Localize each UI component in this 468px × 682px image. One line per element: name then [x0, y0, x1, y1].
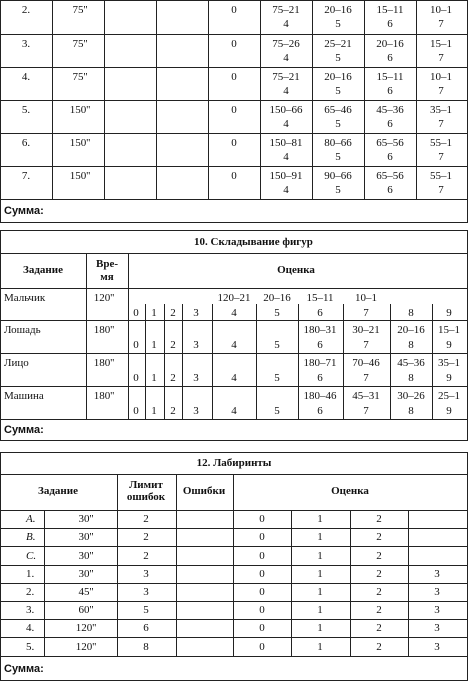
error-limit: 8 [143, 640, 149, 653]
score-points: 0 [259, 513, 265, 526]
score-range: 10–1 [430, 71, 452, 83]
score-points: 1 [317, 640, 323, 653]
table-rule [212, 304, 213, 419]
score-range: 65–56 [376, 170, 404, 182]
table-rule [145, 304, 146, 419]
header-task: Задание [38, 485, 78, 497]
error-limit: 5 [143, 604, 149, 617]
header-limit: Лимит [129, 479, 163, 491]
score-points: 5 [274, 339, 280, 351]
score-points: 6 [387, 52, 393, 64]
error-limit: 3 [143, 567, 149, 580]
score-points: 6 [317, 339, 323, 351]
score-points: 4 [283, 184, 289, 196]
score-range: 20–16 [397, 324, 425, 336]
time-limit: 180'' [93, 357, 115, 369]
score-range: 10–1 [355, 292, 377, 304]
score-points: 9 [446, 405, 452, 417]
score-range: 20–16 [324, 4, 352, 16]
table-rule [0, 230, 1, 441]
score-zero: 0 [231, 71, 237, 83]
score-points: 2 [376, 622, 382, 635]
row-number: 4. [21, 71, 31, 83]
time-limit: 60'' [78, 604, 94, 617]
score-points: 1 [317, 604, 323, 617]
score-points: 3 [434, 640, 440, 653]
score-points: 4 [283, 85, 289, 97]
score-points: 4 [231, 307, 237, 319]
score-range: 70–46 [352, 357, 380, 369]
table-rule [156, 0, 157, 199]
header-task: Задание [23, 264, 63, 276]
score-range: 10–1 [430, 4, 452, 16]
score-points: 3 [193, 339, 199, 351]
time-limit: 45'' [78, 585, 94, 598]
score-zero: 0 [231, 137, 237, 149]
time-limit: 150'' [69, 170, 91, 182]
score-points: 0 [259, 567, 265, 580]
table-rule [182, 304, 183, 419]
time-limit: 180'' [93, 324, 115, 336]
table-rule [0, 680, 467, 681]
score-points: 0 [133, 372, 139, 384]
score-points: 5 [335, 151, 341, 163]
table-rule [0, 34, 467, 35]
score-range: 35–1 [438, 357, 460, 369]
table-rule [0, 133, 467, 134]
row-number: 2. [21, 4, 31, 16]
task-number: 5. [26, 640, 35, 653]
table-rule [0, 253, 467, 254]
score-range: 180–31 [303, 324, 337, 336]
table-rule [0, 320, 467, 321]
score-points: 7 [438, 85, 444, 97]
score-points: 4 [231, 372, 237, 384]
time-limit: 150'' [69, 137, 91, 149]
task-number: 2. [26, 585, 35, 598]
score-points: 0 [133, 405, 139, 417]
score-points: 8 [408, 339, 414, 351]
table-rule [44, 510, 45, 656]
score-points: 2 [376, 604, 382, 617]
score-points: 5 [274, 405, 280, 417]
score-points: 5 [335, 18, 341, 30]
score-range: 15–1 [438, 324, 460, 336]
header-errors: Ошибки [182, 485, 226, 497]
score-points: 7 [363, 307, 369, 319]
score-points: 4 [283, 52, 289, 64]
score-points: 9 [446, 339, 452, 351]
table-rule [0, 656, 467, 657]
score-range: 150–66 [269, 104, 303, 116]
score-range: 20–16 [376, 38, 404, 50]
score-range: 65–46 [324, 104, 352, 116]
score-points: 5 [335, 85, 341, 97]
score-range: 30–21 [352, 324, 380, 336]
time-limit: 30'' [78, 549, 94, 562]
error-limit: 6 [143, 622, 149, 635]
score-zero: 0 [231, 4, 237, 16]
score-range: 15–11 [306, 292, 334, 304]
score-points: 1 [151, 372, 157, 384]
score-points: 2 [376, 585, 382, 598]
row-number: 6. [21, 137, 31, 149]
score-range: 65–56 [376, 137, 404, 149]
table-rule [0, 67, 467, 68]
score-points: 4 [283, 118, 289, 130]
score-range: 35–1 [430, 104, 452, 116]
score-points: 0 [133, 339, 139, 351]
error-limit: 3 [143, 585, 149, 598]
score-points: 1 [317, 585, 323, 598]
table-rule [164, 304, 165, 419]
score-points: 2 [170, 307, 176, 319]
task-name: Мальчик [4, 292, 46, 304]
task-number: 1. [26, 567, 35, 580]
score-points: 3 [193, 307, 199, 319]
score-points: 8 [408, 372, 414, 384]
score-points: 3 [434, 604, 440, 617]
table-rule [0, 230, 467, 231]
time-limit: 30'' [78, 531, 94, 544]
error-limit: 2 [143, 531, 149, 544]
score-points: 6 [387, 118, 393, 130]
score-points: 0 [259, 604, 265, 617]
score-points: 3 [434, 585, 440, 598]
score-points: 3 [193, 372, 199, 384]
score-points: 7 [438, 118, 444, 130]
score-zero: 0 [231, 170, 237, 182]
score-points: 6 [317, 372, 323, 384]
score-range: 150–91 [269, 170, 303, 182]
score-points: 0 [133, 307, 139, 319]
score-zero: 0 [231, 104, 237, 116]
score-range: 15–1 [430, 38, 452, 50]
time-limit: 180'' [93, 390, 115, 402]
score-range: 45–36 [376, 104, 404, 116]
task-number: 3. [26, 604, 35, 617]
table-rule [0, 419, 467, 420]
score-points: 7 [438, 18, 444, 30]
table-rule [256, 304, 257, 419]
score-points: 0 [259, 640, 265, 653]
time-limit: 75'' [72, 71, 88, 83]
score-points: 9 [446, 307, 452, 319]
score-points: 8 [408, 405, 414, 417]
score-points: 5 [335, 118, 341, 130]
score-points: 7 [438, 184, 444, 196]
task-number: A. [26, 513, 36, 526]
score-range: 180–46 [303, 390, 337, 402]
score-points: 1 [317, 513, 323, 526]
table-rule [0, 288, 467, 289]
score-points: 2 [376, 549, 382, 562]
score-points: 2 [376, 640, 382, 653]
score-points: 8 [408, 307, 414, 319]
section-title: 12. Лабиринты [196, 457, 272, 469]
score-points: 2 [170, 372, 176, 384]
time-limit: 75'' [72, 4, 88, 16]
score-range: 75–21 [272, 71, 300, 83]
sum-label: Сумма: [4, 424, 44, 436]
score-points: 4 [283, 151, 289, 163]
score-range: 75–21 [272, 4, 300, 16]
score-points: 1 [151, 405, 157, 417]
header-score: Оценка [277, 264, 315, 276]
score-points: 3 [434, 567, 440, 580]
table-rule [0, 0, 467, 1]
table-rule [0, 100, 467, 101]
table-rule [0, 166, 467, 167]
score-points: 5 [274, 307, 280, 319]
score-points: 2 [376, 513, 382, 526]
score-points: 1 [317, 549, 323, 562]
section-title: 10. Складывание фигур [194, 236, 313, 248]
score-range: 80–66 [324, 137, 352, 149]
table-rule [0, 386, 467, 387]
score-points: 7 [363, 372, 369, 384]
score-points: 2 [170, 339, 176, 351]
table-rule [0, 222, 467, 223]
score-range: 150–81 [269, 137, 303, 149]
score-range: 75–26 [272, 38, 300, 50]
score-points: 3 [434, 622, 440, 635]
score-points: 0 [259, 549, 265, 562]
score-range: 20–16 [263, 292, 291, 304]
score-points: 1 [317, 531, 323, 544]
score-range: 90–66 [324, 170, 352, 182]
score-range: 45–31 [352, 390, 380, 402]
time-limit: 150'' [69, 104, 91, 116]
time-limit: 30'' [78, 567, 94, 580]
header-score: Оценка [331, 485, 369, 497]
score-range: 45–36 [397, 357, 425, 369]
score-points: 3 [193, 405, 199, 417]
score-points: 7 [438, 52, 444, 64]
time-limit: 75'' [72, 38, 88, 50]
score-points: 2 [376, 567, 382, 580]
score-points: 4 [283, 18, 289, 30]
table-rule [0, 440, 467, 441]
task-name: Лицо [4, 357, 29, 369]
score-points: 6 [317, 405, 323, 417]
time-limit: 120'' [75, 622, 97, 635]
score-points: 7 [363, 339, 369, 351]
score-points: 7 [363, 405, 369, 417]
score-range: 15–11 [376, 71, 404, 83]
task-name: Лошадь [4, 324, 41, 336]
task-number: 4. [26, 622, 35, 635]
row-number: 7. [21, 170, 31, 182]
score-points: 6 [387, 184, 393, 196]
score-points: 6 [387, 151, 393, 163]
score-points: 9 [446, 372, 452, 384]
score-points: 1 [151, 339, 157, 351]
task-number: B. [26, 531, 36, 544]
score-points: 0 [259, 585, 265, 598]
row-number: 3. [21, 38, 31, 50]
score-points: 5 [274, 372, 280, 384]
score-points: 4 [231, 339, 237, 351]
score-range: 20–16 [324, 71, 352, 83]
score-points: 2 [170, 405, 176, 417]
score-range: 25–1 [438, 390, 460, 402]
score-points: 5 [335, 184, 341, 196]
score-range: 25–21 [324, 38, 352, 50]
table-rule [0, 353, 467, 354]
score-range: 15–11 [376, 4, 404, 16]
sum-label: Сумма: [4, 205, 44, 217]
score-points: 1 [151, 307, 157, 319]
score-points: 7 [438, 151, 444, 163]
table-rule [0, 199, 467, 200]
score-points: 4 [231, 405, 237, 417]
score-zero: 0 [231, 38, 237, 50]
score-points: 1 [317, 567, 323, 580]
time-limit: 30'' [78, 513, 94, 526]
score-points: 2 [376, 531, 382, 544]
score-range: 30–26 [397, 390, 425, 402]
score-points: 1 [317, 622, 323, 635]
score-range: 55–1 [430, 137, 452, 149]
table-rule [0, 452, 1, 681]
error-limit: 2 [143, 549, 149, 562]
score-points: 0 [259, 531, 265, 544]
score-points: 6 [387, 85, 393, 97]
score-points: 5 [335, 52, 341, 64]
score-range: 180–71 [303, 357, 337, 369]
score-points: 6 [387, 18, 393, 30]
row-number: 5. [21, 104, 31, 116]
error-limit: 2 [143, 513, 149, 526]
score-range: 120–21 [217, 292, 251, 304]
time-limit: 120'' [93, 292, 115, 304]
score-points: 6 [317, 307, 323, 319]
header-limit: ошибок [126, 491, 166, 503]
task-name: Машина [4, 390, 44, 402]
score-range: 55–1 [430, 170, 452, 182]
header-time: мя [100, 271, 114, 283]
score-points: 0 [259, 622, 265, 635]
header-time: Вре- [96, 258, 118, 270]
time-limit: 120'' [75, 640, 97, 653]
task-number: C. [26, 549, 37, 562]
table-rule [0, 452, 467, 453]
sum-label: Сумма: [4, 663, 44, 675]
